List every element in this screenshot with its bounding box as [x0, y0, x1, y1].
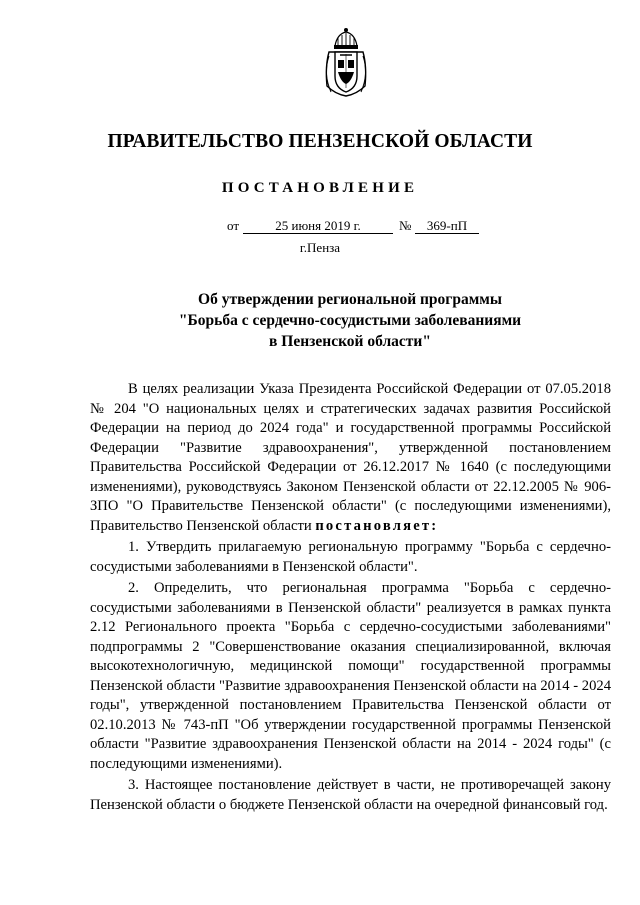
document-type-heading: ПОСТАНОВЛЕНИЕ: [221, 180, 419, 196]
document-body: [90, 380, 611, 815]
resolves-text: постановляет:: [315, 517, 439, 534]
city-label: г.Пенза: [299, 240, 341, 255]
document-date: 25 июня 2019 г.: [243, 218, 393, 234]
coat-of-arms-icon: [321, 26, 371, 100]
document-title: [150, 289, 550, 352]
preamble-paragraph: [90, 380, 611, 536]
number-prefix-label: №: [399, 218, 412, 233]
date-prefix-label: от: [227, 218, 240, 233]
document-number: 369-пП: [415, 218, 479, 234]
title-line-3: в Пензенской области": [269, 333, 431, 350]
item-3-paragraph: 3. Настоящее постановление действует в части, не противоречащей закону Пензенской области о бюджете Пензенской области на очередной финансовый год.: [90, 777, 611, 813]
item-2-paragraph: 2. Определить, что региональная программа "Борьба с сердечно-сосудистыми заболеваниями в Пензенской области" реализуется в рамках пункта 2.12 Регионального проекта "Борьба с сердечно-сосудистыми заболеваниями" подпрограммы 2 "Совершенствование оказания специализированной, включая высокотехнологичную, медицинской помощи" государственной программы Пензенской области "Развитие здравоохранения Пензенской области на 2014 - 2024 годы", утвержденной постановлением Правительства Пензенской области от 02.10.2013 № 743-пП "Об утверждении государственной программы Пензенской области "Развитие здравоохранения Пензенской области на 2014 - 2024 годы" (с последующими изменениями).: [90, 580, 611, 772]
item-1-paragraph: 1. Утвердить прилагаемую региональную программу "Борьба с сердечно-сосудистыми заболеваниями в Пензенской области".: [90, 539, 611, 575]
preamble-text: В целях реализации Указа Президента Российской Федерации от 07.05.2018 № 204 "О национальных целях и стратегических задачах развития Российской Федерации на период до 2024 года" и государственной программы Российской Федерации "Развитие здравоохранения", утвержденной постановлением Правительства Российской Федерации от 26.12.2017 № 1640 (с последующими изменениями), руководствуясь Законом Пензенской области от 22.12.2005 № 906-ЗПО "О Правительстве Пензенской области" (с последующими изменениями), Правительство Пензенской области: [90, 381, 611, 534]
coat-of-arms-emblem: [321, 26, 371, 100]
title-line-2: "Борьба с сердечно-сосудистыми заболеваниями: [178, 312, 522, 329]
title-line-1: Об утверждении региональной программы: [198, 291, 502, 308]
organization-heading: ПРАВИТЕЛЬСТВО ПЕНЗЕНСКОЙ ОБЛАСТИ: [107, 131, 533, 152]
